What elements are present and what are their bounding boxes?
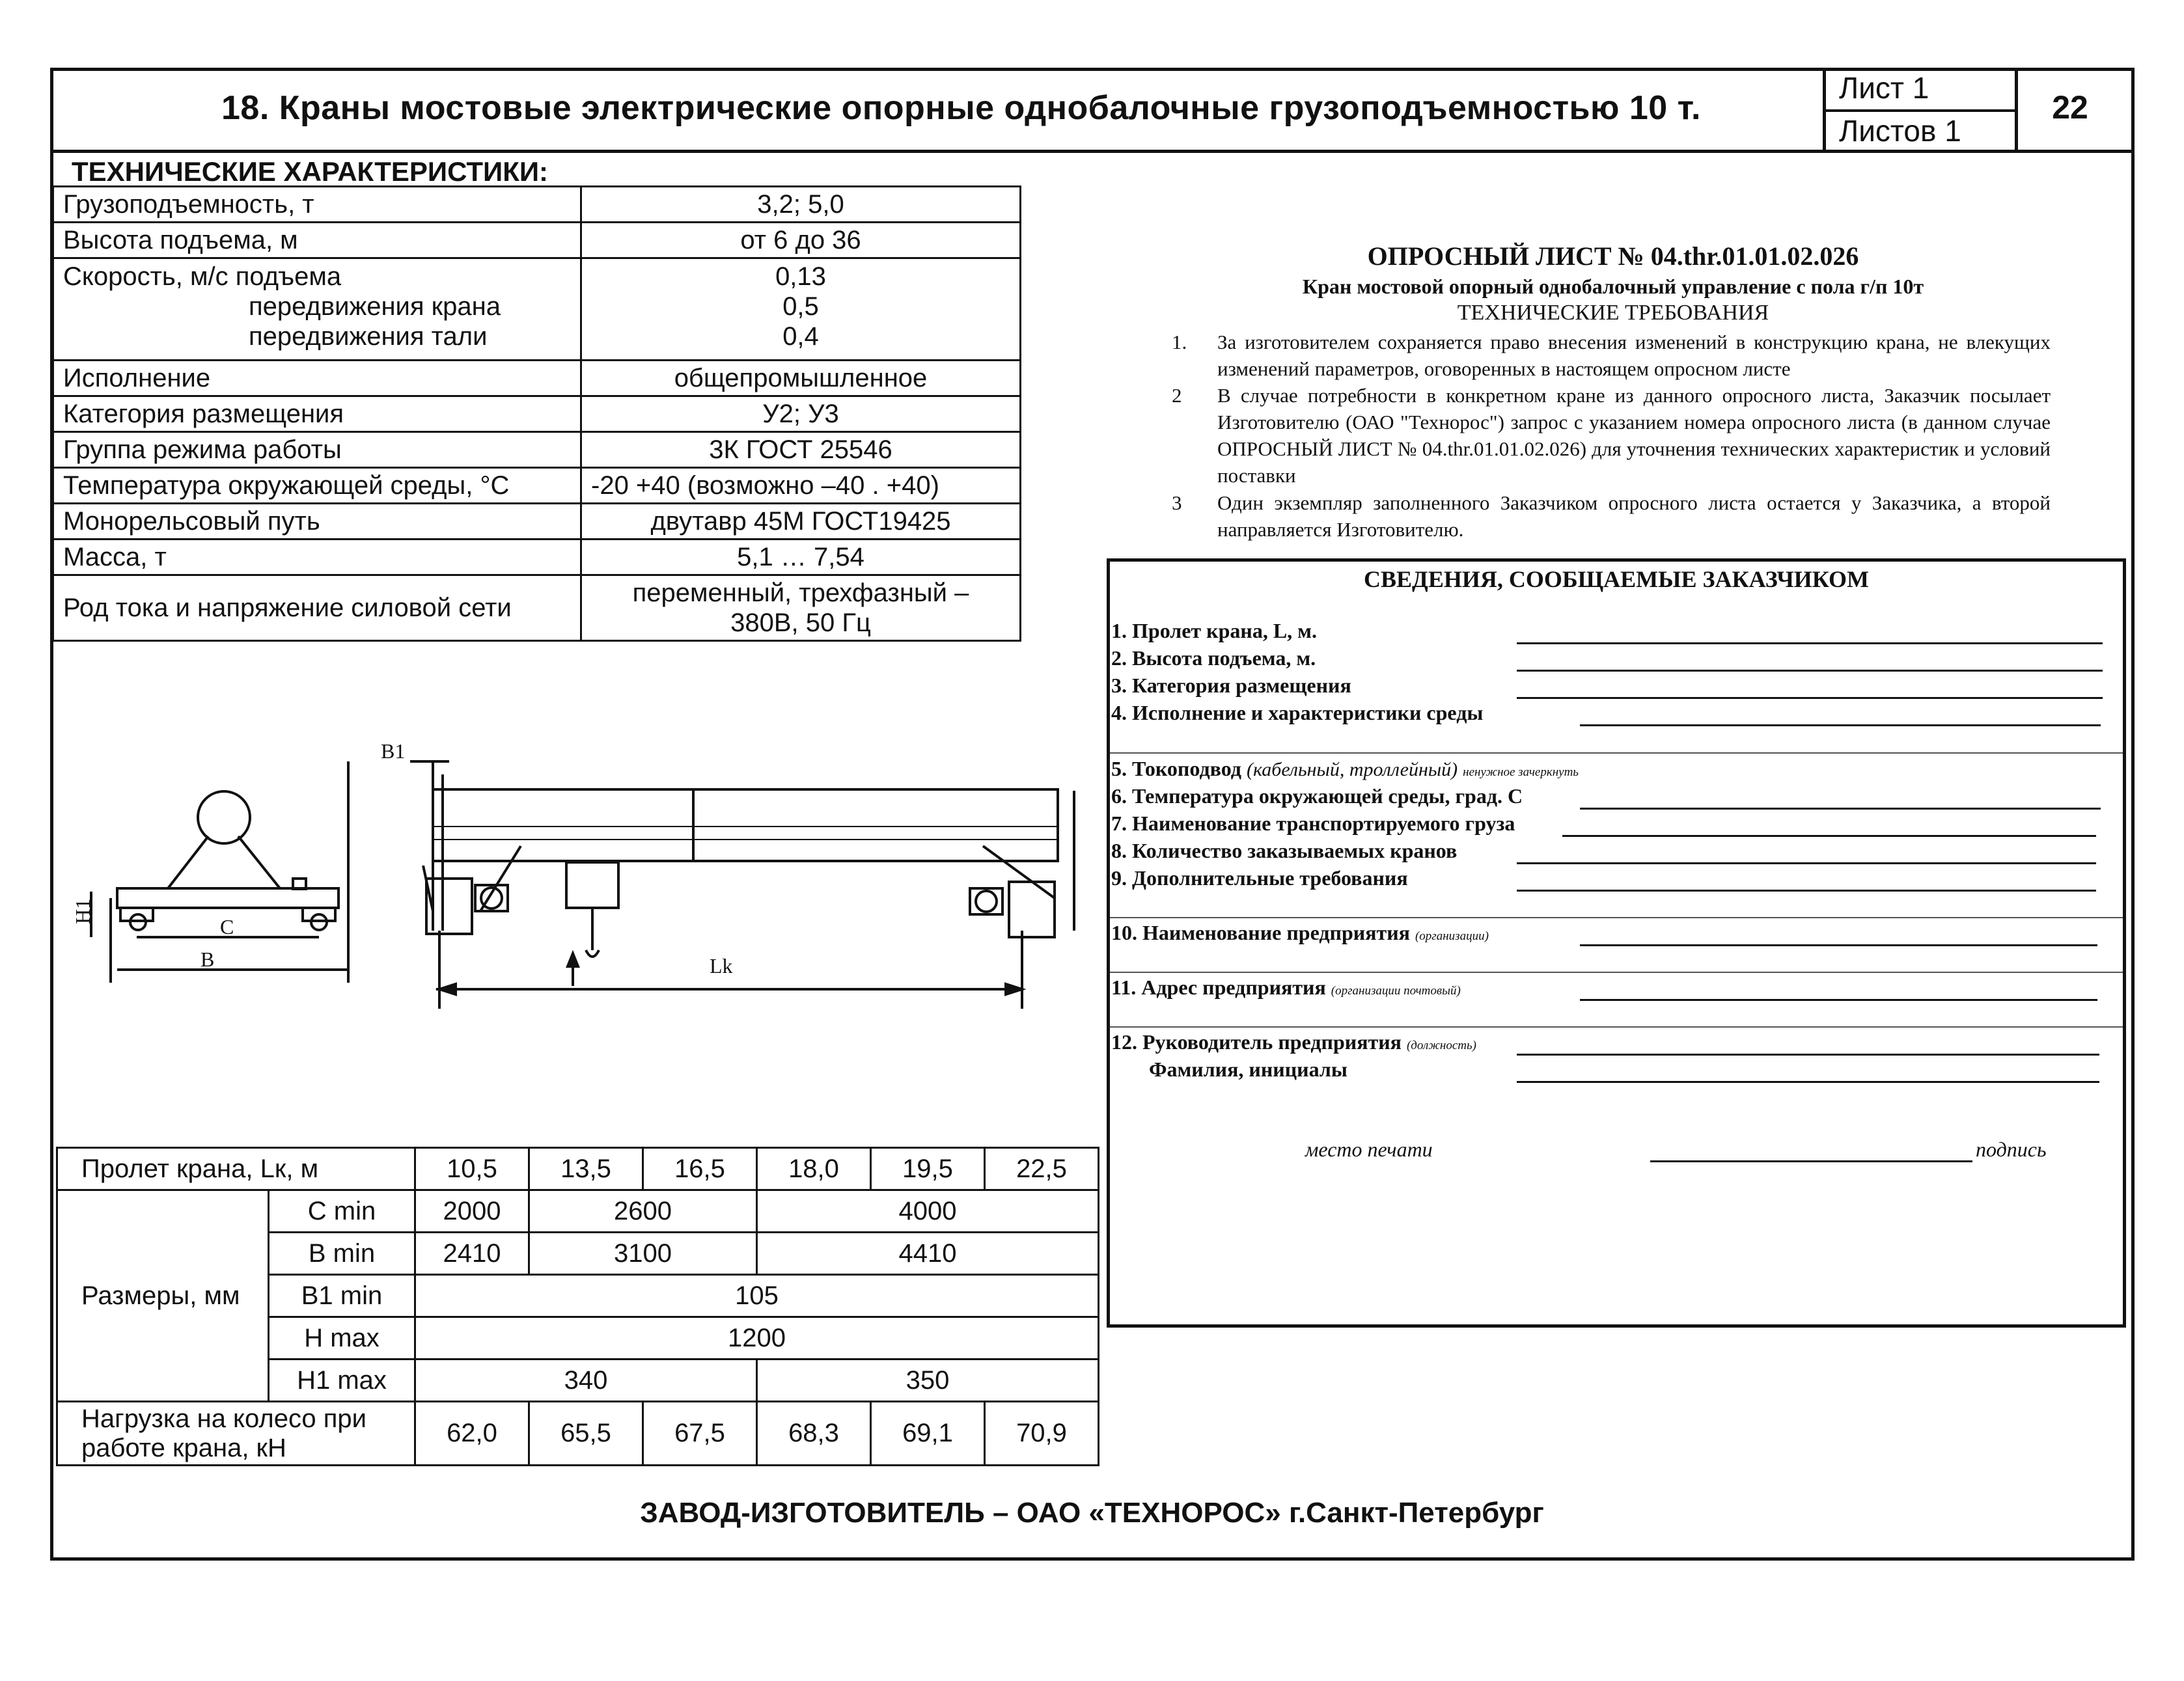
field-address-input[interactable]	[1580, 999, 2097, 1001]
table-row: Группа режима работы 3К ГОСТ 25546	[53, 432, 1021, 468]
sheet-info-box	[1823, 68, 2018, 150]
questionnaire-subtitle: Кран мостовой опорный однобалочный управление с пола г/п 10т	[1302, 275, 1924, 298]
customer-form-title: СВЕДЕНИЯ, СООБЩАЕМЫЕ ЗАКАЗЧИКОМ	[1364, 566, 1869, 592]
table-row: Размеры, мм C min 2000 2600 4000	[57, 1190, 1099, 1233]
label-c: C	[220, 915, 234, 938]
crane-drawing	[59, 735, 1100, 1028]
table-row: Пролет крана, Lк, м 10,5 13,5 16,5 18,0 19,5 22,5	[57, 1148, 1099, 1190]
table-row: Нагрузка на колесо при работе крана, кН 62,0 65,5 67,5 68,3 69,1 70,9	[57, 1402, 1099, 1466]
questionnaire-title: ОПРОСНЫЙ ЛИСТ № 04.thr.01.01.02.026	[1367, 241, 1859, 271]
field-name-input[interactable]	[1517, 1081, 2099, 1083]
field-environment-label: 4. Исполнение и характеристики среды	[1111, 701, 1484, 724]
signature-label: подпись	[1976, 1138, 2047, 1161]
field-additional-label: 9. Дополнительные требования	[1111, 866, 1408, 890]
table-row: Грузоподъемность, т 3,2; 5,0	[53, 187, 1021, 223]
field-category-label: 3. Категория размещения	[1111, 674, 1351, 697]
field-director-label: 12. Руководитель предприятия (должность)	[1111, 1030, 1476, 1054]
field-name-label: Фамилия, инициалы	[1149, 1058, 1348, 1081]
label-lk: Lk	[710, 954, 733, 977]
signature-line[interactable]	[1650, 1160, 1972, 1162]
table-row: H1 max 340 350	[57, 1360, 1099, 1402]
table-row: Скорость, м/с подъема передвижения крана передвижения тали 0,13 0,5 0,4	[53, 258, 1021, 361]
table-row: Исполнение общепромышленное	[53, 361, 1021, 396]
field-span-input[interactable]	[1517, 642, 2103, 644]
tech-heading: ТЕХНИЧЕСКИЕ ХАРАКТЕРИСТИКИ:	[72, 156, 549, 187]
field-temperature-label: 6. Температура окружающей среды, град. С	[1111, 784, 1523, 808]
field-quantity-input[interactable]	[1517, 862, 2096, 864]
field-height-label: 2. Высота подъема, м.	[1111, 646, 1316, 670]
table-row: Род тока и напряжение силовой сети переменный, трехфазный – 380В, 50 Гц	[53, 575, 1021, 641]
field-quantity-label: 8. Количество заказываемых кранов	[1111, 839, 1458, 862]
field-power-label: 5. Токоподвод (кабельный, троллейный) ненужное зачеркнуть	[1111, 757, 1579, 780]
field-cargo-input[interactable]	[1562, 835, 2096, 837]
table-row: Категория размещения У2; У3	[53, 396, 1021, 432]
table-row: Высота подъема, м от 6 до 36	[53, 223, 1021, 258]
field-temperature-input[interactable]	[1580, 808, 2101, 810]
table-row: Температура окружающей среды, °С -20 +40 (возможно –40 . +40)	[53, 468, 1021, 504]
requirements-title: ТЕХНИЧЕСКИЕ ТРЕБОВАНИЯ	[1457, 301, 1769, 325]
field-director-input[interactable]	[1517, 1054, 2099, 1056]
sheet-label: Лист 1	[1839, 71, 1929, 105]
dimensions-table	[56, 1147, 1099, 1466]
header-divider	[50, 150, 2131, 153]
label-b: B	[200, 948, 215, 971]
table-row: Масса, т 5,1 … 7,54	[53, 540, 1021, 575]
factory-caption: ЗАВОД-ИЗГОТОВИТЕЛЬ – ОАО «ТЕХНОРОС» г.Санкт-Петербург	[640, 1497, 1544, 1529]
table-row: Монорельсовый путь двутавр 45М ГОСТ19425	[53, 504, 1021, 540]
table-row: B min 2410 3100 4410	[57, 1233, 1099, 1275]
stamp-place: место печати	[1305, 1138, 1433, 1161]
field-cargo-label: 7. Наименование транспортируемого груза	[1111, 812, 1515, 835]
field-additional-input[interactable]	[1517, 890, 2096, 892]
page-number: 22	[2052, 89, 2088, 126]
field-height-input[interactable]	[1517, 670, 2103, 672]
customer-info-form	[1107, 558, 2126, 1328]
field-address-label: 11. Адрес предприятия (организации почтовый)	[1111, 976, 1461, 999]
field-category-input[interactable]	[1517, 697, 2103, 699]
label-b1: B1	[381, 739, 406, 763]
spec-table	[52, 185, 1021, 642]
label-h1: H1	[71, 898, 94, 924]
field-span-label: 1. Пролет крана, L, м.	[1111, 619, 1317, 642]
table-row: B1 min 105	[57, 1275, 1099, 1317]
page-title: 18. Краны мостовые электрические опорные однобалочные грузоподъемностью 10 т.	[221, 89, 1702, 127]
table-row: H max 1200	[57, 1317, 1099, 1360]
crane-side-view	[91, 761, 348, 983]
crane-front-view	[410, 761, 1074, 1009]
sheets-label: Листов 1	[1839, 114, 1961, 148]
field-company-label: 10. Наименование предприятия (организации)	[1111, 921, 1489, 944]
field-company-input[interactable]	[1580, 944, 2097, 946]
field-environment-input[interactable]	[1580, 724, 2101, 726]
